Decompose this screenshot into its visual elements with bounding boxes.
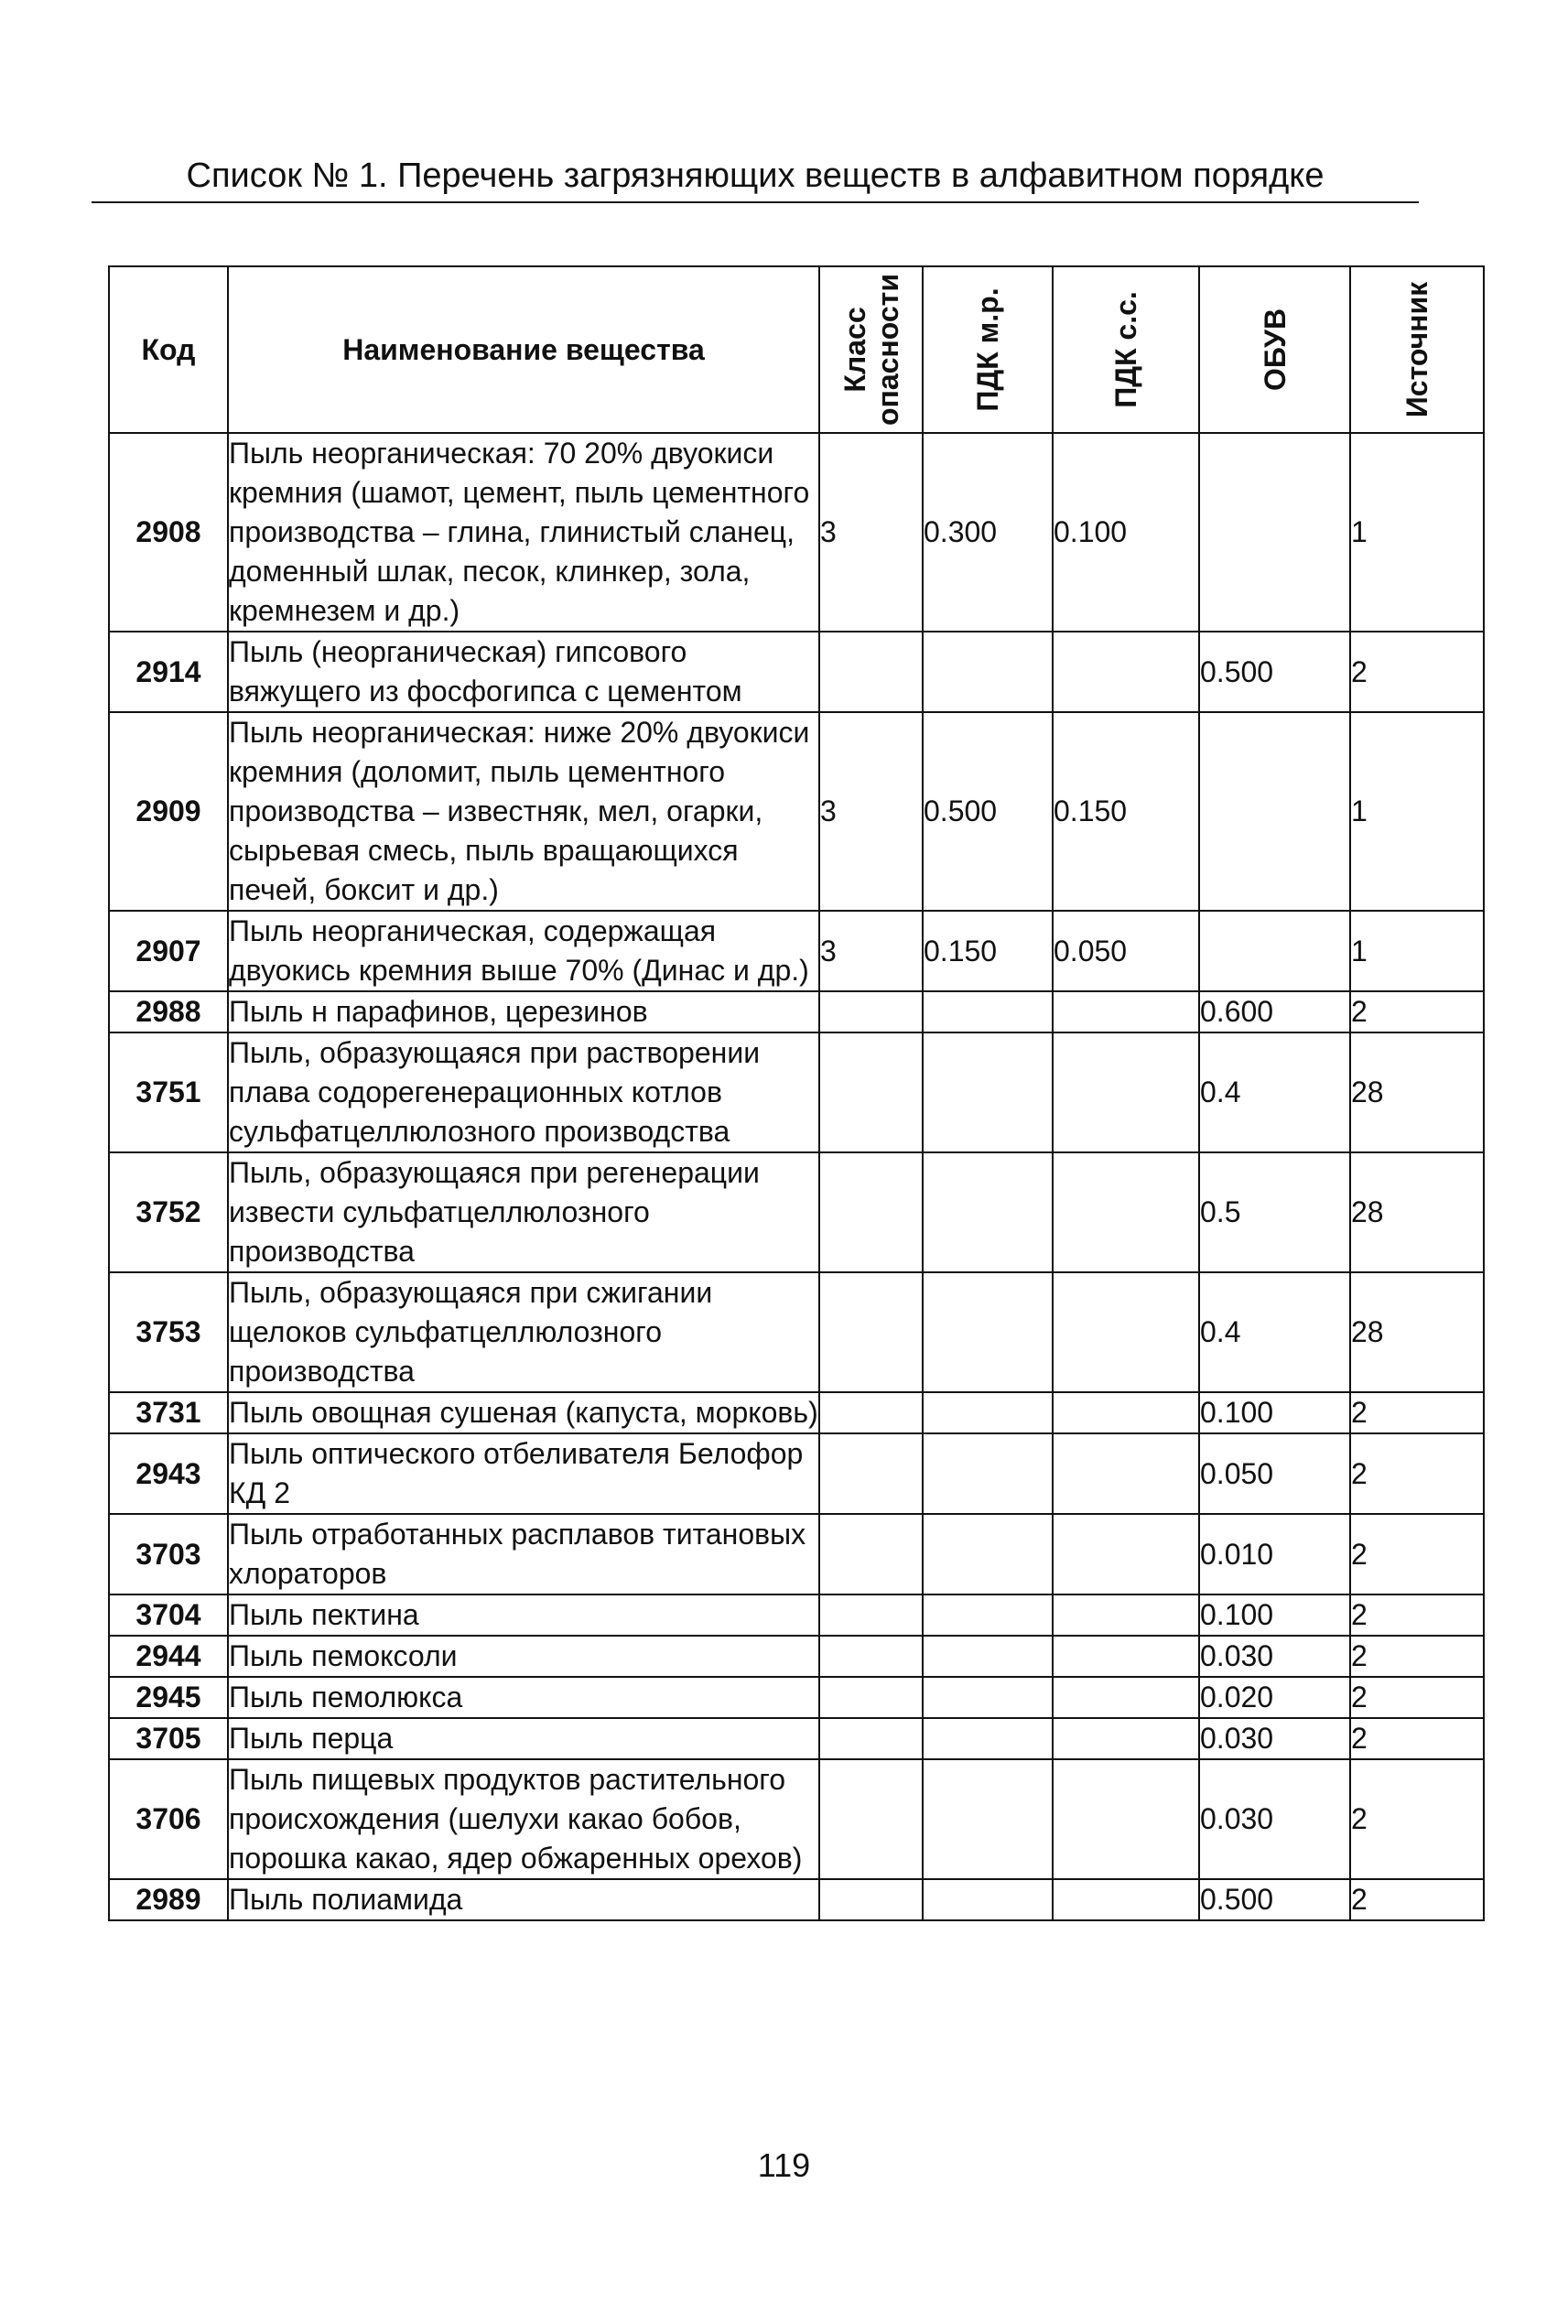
hazard-class-value [819,1433,923,1514]
table-row [109,1636,1484,1677]
pdk-mr-value [923,1433,1053,1514]
table-row [109,1032,1484,1152]
pdk-mr-value [923,1032,1053,1152]
source-value: 2 [1350,991,1484,1032]
source-value: 2 [1350,1433,1484,1514]
substance-code: 3731 [109,1392,228,1433]
pdk-ss-value [1053,632,1199,712]
source-value: 2 [1350,1677,1484,1718]
table-row [109,991,1484,1032]
hazard-class-value [819,1879,923,1920]
hazard-class-value [819,1152,923,1272]
obuv-value: 0.500 [1199,632,1350,712]
obuv-value: 0.030 [1199,1636,1350,1677]
obuv-value: 0.100 [1199,1392,1350,1433]
pdk-mr-value [923,1677,1053,1718]
hazard-class-value [819,1594,923,1636]
substance-name: Пыль оптического отбеливателя Белофор КД 2 [228,1433,819,1514]
obuv-value [1199,911,1350,991]
pdk-ss-value [1053,1677,1199,1718]
pdk-ss-value [1053,1152,1199,1272]
substance-code: 2988 [109,991,228,1032]
source-value: 2 [1350,1636,1484,1677]
hazard-class-value [819,1759,923,1879]
substance-code: 3705 [109,1718,228,1759]
table-row [109,1392,1484,1433]
hazard-class-header-line2: опасности [871,273,904,427]
table-row [109,433,1484,632]
pdk-mr-value [923,1759,1053,1879]
obuv-value [1199,433,1350,632]
table-body [109,433,1484,1920]
source-column-header [1350,266,1484,433]
obuv-header-label: ОБУВ [1258,308,1292,392]
source-value: 2 [1350,1718,1484,1759]
source-value: 28 [1350,1032,1484,1152]
substance-code: 3753 [109,1272,228,1392]
source-value: 1 [1350,433,1484,632]
substance-name: Пыль овощная сушеная (капуста, морковь) [228,1392,819,1433]
name-column-header: Наименование вещества [228,266,819,433]
source-value: 2 [1350,1392,1484,1433]
pdk-ss-value [1053,1514,1199,1594]
obuv-value [1199,712,1350,911]
substance-name: Пыль пемолюкса [228,1677,819,1718]
pdk-mr-value [923,1392,1053,1433]
pdk-mr-value [923,1879,1053,1920]
hazard-class-value [819,1272,923,1392]
pdk-ss-value [1053,991,1199,1032]
substance-code: 3703 [109,1514,228,1594]
substance-name: Пыль, образующаяся при растворении плава содорегенерационных котлов сульфатцеллюлозного производства [228,1032,819,1152]
pdk-mr-header-label: ПДК м.р. [971,287,1004,412]
table-row [109,1152,1484,1272]
obuv-value: 0.500 [1199,1879,1350,1920]
table-header [109,266,1484,433]
pdk-mr-value: 0.500 [923,712,1053,911]
pdk-mr-value [923,1514,1053,1594]
source-value: 2 [1350,1594,1484,1636]
code-column-header: Код [109,266,228,433]
source-value: 1 [1350,712,1484,911]
pdk-ss-value [1053,1759,1199,1879]
substance-code: 2908 [109,433,228,632]
substance-code: 2945 [109,1677,228,1718]
obuv-value: 0.4 [1199,1272,1350,1392]
source-header-label: Источник [1400,281,1433,418]
hazard-class-value [819,991,923,1032]
obuv-value: 0.050 [1199,1433,1350,1514]
hazard-class-value: 3 [819,433,923,632]
substances-table [108,265,1485,1921]
substance-name: Пыль полиамида [228,1879,819,1920]
substance-name: Пыль отработанных расплавов титановых хлораторов [228,1514,819,1594]
page-title: Список № 1. Перечень загрязняющих веществ в алфавитном порядке [92,154,1419,203]
hazard-class-value [819,1677,923,1718]
pdk-mr-value: 0.150 [923,911,1053,991]
substance-name: Пыль пектина [228,1594,819,1636]
substance-code: 2914 [109,632,228,712]
source-value: 2 [1350,1879,1484,1920]
substance-name: Пыль н парафинов, церезинов [228,991,819,1032]
substance-name: Пыль (неорганическая) гипсового вяжущего из фосфогипса с цементом [228,632,819,712]
pdk-ss-value [1053,1879,1199,1920]
source-value: 1 [1350,911,1484,991]
hazard-class-value: 3 [819,911,923,991]
substance-name: Пыль, образующаяся при сжигании щелоков сульфатцеллюлозного производства [228,1272,819,1392]
pdk-ss-value [1053,1392,1199,1433]
pdk-ss-value [1053,1272,1199,1392]
obuv-value: 0.4 [1199,1032,1350,1152]
pdk-ss-column-header [1053,266,1199,433]
substance-name: Пыль неорганическая, содержащая двуокись кремния выше 70% (Динас и др.) [228,911,819,991]
substance-code: 3706 [109,1759,228,1879]
substance-name: Пыль пищевых продуктов растительного происхождения (шелухи какао бобов, порошка какао, ядер обжаренных орехов) [228,1759,819,1879]
table-row [109,1514,1484,1594]
pdk-mr-value [923,632,1053,712]
substance-code: 2943 [109,1433,228,1514]
substance-name: Пыль неорганическая: 70 20% двуокиси кремния (шамот, цемент, пыль цементного производства – глина, глинистый сланец, доменный шлак, песок, клинкер, зола, кремнезем и др.) [228,433,819,632]
obuv-value: 0.020 [1199,1677,1350,1718]
pdk-mr-value [923,1272,1053,1392]
obuv-value: 0.030 [1199,1759,1350,1879]
table-row [109,712,1484,911]
source-value: 2 [1350,1514,1484,1594]
substance-code: 2909 [109,712,228,911]
table-row [109,911,1484,991]
obuv-value: 0.600 [1199,991,1350,1032]
table-row [109,632,1484,712]
header-row [109,266,1484,433]
hazard-class-value: 3 [819,712,923,911]
pdk-ss-value [1053,1032,1199,1152]
hazard-class-value [819,1636,923,1677]
table-row [109,1718,1484,1759]
pdk-mr-value [923,1636,1053,1677]
substance-code: 3752 [109,1152,228,1272]
substance-code: 2989 [109,1879,228,1920]
obuv-column-header [1199,266,1350,433]
hazard-class-value [819,1032,923,1152]
pdk-mr-value: 0.300 [923,433,1053,632]
substance-name: Пыль, образующаяся при регенерации извести сульфатцеллюлозного производства [228,1152,819,1272]
obuv-value: 0.030 [1199,1718,1350,1759]
pdk-ss-header-label: ПДК с.с. [1109,291,1142,408]
table-row [109,1879,1484,1920]
pdk-ss-value: 0.100 [1053,433,1199,632]
source-value: 2 [1350,1759,1484,1879]
substance-name: Пыль перца [228,1718,819,1759]
pdk-mr-value [923,991,1053,1032]
table-row [109,1272,1484,1392]
obuv-value: 0.100 [1199,1594,1350,1636]
source-value: 28 [1350,1152,1484,1272]
hazard-class-value [819,1514,923,1594]
hazard-class-value [819,632,923,712]
pdk-ss-value [1053,1594,1199,1636]
obuv-value: 0.5 [1199,1152,1350,1272]
pdk-mr-column-header [923,266,1053,433]
pdk-ss-value [1053,1718,1199,1759]
pdk-mr-value [923,1718,1053,1759]
hazard-class-column-header [819,266,923,433]
table-row [109,1759,1484,1879]
substance-code: 2907 [109,911,228,991]
pdk-mr-value [923,1152,1053,1272]
pdk-ss-value: 0.050 [1053,911,1199,991]
pdk-ss-value: 0.150 [1053,712,1199,911]
substance-code: 3704 [109,1594,228,1636]
table-row [109,1594,1484,1636]
substance-name: Пыль пемоксоли [228,1636,819,1677]
substance-code: 3751 [109,1032,228,1152]
substance-code: 2944 [109,1636,228,1677]
source-value: 28 [1350,1272,1484,1392]
hazard-class-value [819,1392,923,1433]
pdk-ss-value [1053,1636,1199,1677]
obuv-value: 0.010 [1199,1514,1350,1594]
substance-name: Пыль неорганическая: ниже 20% двуокиси кремния (доломит, пыль цементного производства – известняк, мел, огарки, сырьевая смесь, пыль вращающихся печей, боксит и др.) [228,712,819,911]
table-row [109,1677,1484,1718]
table-row [109,1433,1484,1514]
hazard-class-value [819,1718,923,1759]
source-value: 2 [1350,632,1484,712]
page-number: 119 [757,2146,811,2184]
hazard-class-header-line1: Класс [838,307,871,393]
pdk-ss-value [1053,1433,1199,1514]
pdk-mr-value [923,1594,1053,1636]
